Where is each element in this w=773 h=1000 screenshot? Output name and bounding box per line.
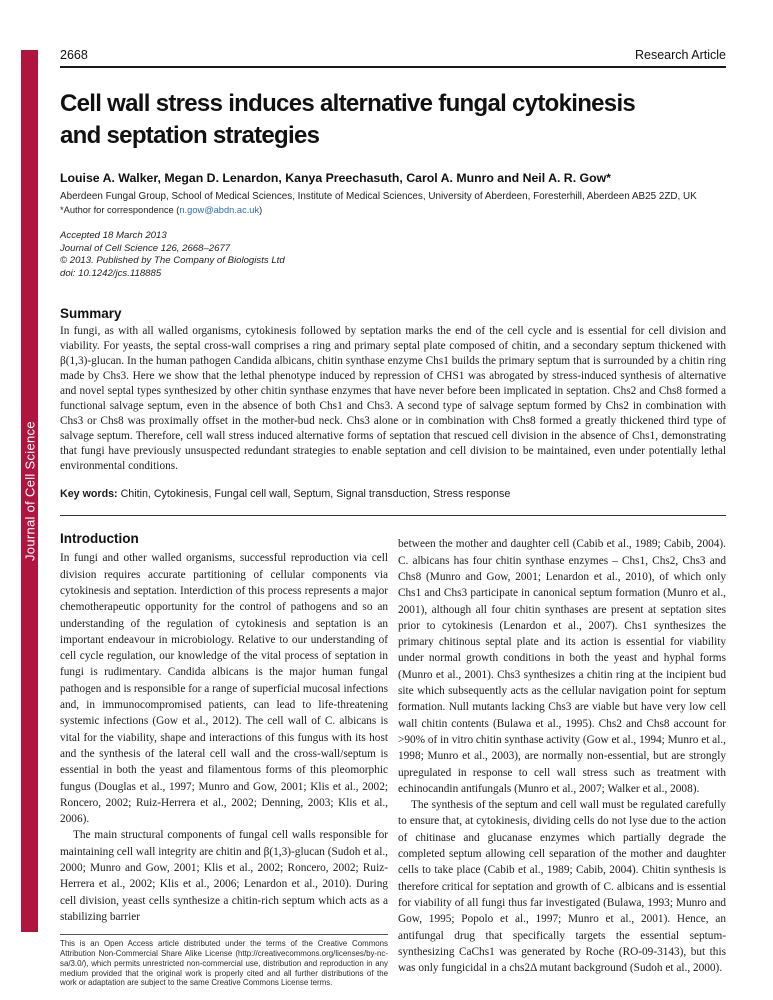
introduction-heading: Introduction <box>60 531 139 547</box>
doi-line: doi: 10.1242/jcs.118885 <box>60 267 162 279</box>
summary-body: In fungi, as with all walled organisms, cytokinesis followed by septation marks the end of the cell cycle and is essential for cell division and viability. For yeasts, the septal cross-wall comprises a ring and primary septal plate composed of chitin, and a secondary septum thickened with β(1,3)-glucan. In the human pathogen Candida albicans, chitin synthase enzyme Chs1 builds the primary septum that is surrounded by a chitin ring made by Chs3. Here we show that the lethal phenotype induced by repression of CHS1 was abrogated by stress-induced synthesis of alternative and novel septal types synthesized by other chitin synthase enzymes that have never before been implicated in septation. Chs2 and Chs8 formed a functional salvage septum, even in the absence of both Chs1 and Chs3. A second type of salvage septum formed by Chs2 in combination with Chs3 or Chs8 was proximally offset in the mother-bud neck. Chs3 alone or in combination with Chs8 formed a greatly thickened third type of salvage septum. Therefore, cell wall stress induced alternative forms of septation that rescued cell division in the absence of Chs1, demonstrating that fungi have previously unsuspected redundant strategies to enable septation and cell division to be maintained, even under potentially lethal environmental conditions. <box>60 325 726 473</box>
correspondence-prefix: *Author for correspondence ( <box>60 205 180 215</box>
two-column-body <box>60 531 726 988</box>
section-divider <box>60 515 726 516</box>
affiliation-line: Aberdeen Fungal Group, School of Medical Sciences, Institute of Medical Sciences, University of Aberdeen, Foresterhill, Aberdeen AB25 2ZD, UK <box>60 191 697 202</box>
correspondence-note <box>60 205 726 215</box>
summary-heading: Summary <box>60 306 122 322</box>
intro-paragraph-2: The main structural components of fungal cell walls responsible for maintaining cell wall integrity are chitin and β(1,3)-glucan (Sudoh et al., 2000; Munro and Gow, 2001; Klis et al., 2002; Roncero, 2002; Ruiz-Herrera et al., 2002; Klis et al., 2006; Lenardon et al., 2010). During cell division, yeast cells synthesize a chitin-rich septum which acts as a stabilizing barrier <box>60 829 388 923</box>
authors-line: Louise A. Walker, Megan D. Lenardon, Kanya Preechasuth, Carol A. Munro and Neil A. R. Gow* <box>60 171 611 185</box>
copyright-line: © 2013. Published by The Company of Biologists Ltd <box>60 255 285 267</box>
intro-paragraph-1: In fungi and other walled organisms, successful reproduction via cell division requires accurate partitioning of cellular components via cytokinesis and septation. Interdiction of this process represents a major chemotherapeutic opportunity for the control of pathogens and so an understanding of the regulation of cytokinesis and septation is an important endeavour in microbiology. Relative to our understanding of cell cycle regulation, our knowledge of the vital process of septation in fungi is rudimentary. Candida albicans is the major human fungal pathogen and is responsible for a range of superficial mucosal infections and, in immunocompromised patients, can lead to life-threatening systemic infections (Gow et al., 2012). The cell wall of C. albicans is vital for the viability, shape and interactions of this fungus with its host and the synthesis of the lateral cell wall and the cross-wall/septum is essential in both the yeast and filamentous forms of this pleomorphic fungus (Douglas et al., 1997; Munro and Gow, 2001; Klis et al., 2002; Roncero, 2002; Ruiz-Herrera et al., 2002; Denning, 2003; Klis et al., 2006). <box>60 552 388 826</box>
correspondence-suffix: ) <box>259 205 263 215</box>
right-column <box>398 531 726 988</box>
correspondence-email-link[interactable]: n.gow@abdn.ac.uk <box>179 205 260 215</box>
article-title-line1: Cell wall stress induces alternative fungal cytokinesis <box>60 90 636 117</box>
page-number: 2668 <box>60 48 88 62</box>
article-type-label: Research Article <box>634 48 726 62</box>
journal-citation: Journal of Cell Science 126, 2668–2677 <box>60 242 231 254</box>
intro-paragraph-3: between the mother and daughter cell (Cabib et al., 1989; Cabib, 2004). C. albicans has four chitin synthase enzymes – Chs1, Chs2, Chs3 and Chs8 (Munro and Gow, 2001; Lenardon et al., 2010), of which only Chs1 and Chs3 participate in canonical septum formation (Munro et al., 2001), although all four chitin synthases are present at septation sites prior to cytokinesis (Lenardon et al., 2007). Chs1 synthesizes the primary chitinous septal plate and its action is essential for viability under normal growth conditions in both the yeast and hyphal forms (Munro et al., 2001). Chs3 synthesizes a chitin ring at the incipient bud site which subsequently acts as the cellular navigation point for septum formation. Null mutants lacking Chs3 are viable but have very low cell wall chitin contents (Bulawa et al., 1995). Chs2 and Chs8 account for >90% of in vitro chitin synthase activity (Gow et al., 1994; Munro et al., 1998; Munro et al., 2003), are normally non-essential, but are strongly upregulated in response to cell wall stress such as treatment with echinocandin antifungals (Munro et al., 2007; Walker et al., 2008). <box>398 538 726 795</box>
publication-meta <box>60 230 726 280</box>
keywords-list: Chitin, Cytokinesis, Fungal cell wall, Septum, Signal transduction, Stress response <box>117 488 511 501</box>
intro-paragraph-4: The synthesis of the septum and cell wall must be regulated carefully to ensure that, at cytokinesis, dividing cells do not lyse due to the action of chitinase and glucanase enzymes which partially degrade the completed septum allowing cell separation of the mother and daughter cells to take place (Cabib et al., 1989; Cabib, 2004). Chitin synthesis is therefore critical for septation and growth of C. albicans and is essential for viability of all fungi thus far investigated (Bulawa, 1993; Munro and Gow, 1995; Popolo et al., 1997; Munro et al., 2001). Hence, an antifungal drug that specifically targets the essential septum-synthesizing CaChs1 was generated by Roche (RO-09-3143), but this was only fungicidal in a chs2Δ mutant background (Sudoh et al., 2000). <box>398 799 726 975</box>
keywords-line <box>60 488 726 500</box>
running-header <box>60 48 726 68</box>
keywords-label: Key words: <box>60 488 118 501</box>
article-title <box>60 88 726 152</box>
open-access-footnote: This is an Open Access article distributed under the terms of the Creative Commons Attribution Non-Commercial Share Alike License (http://creativecommons.org/licenses/by-nc-sa/3.0/), which permits unrestricted non-commercial use, distribution and reproduction in any medium provided that the original work is properly cited and all further distributions of the work or adaptation are subject to the same Creative Commons License terms. <box>60 934 388 988</box>
left-column <box>60 531 388 988</box>
journal-name: Journal of Cell Science <box>22 421 38 561</box>
journal-sidebar <box>21 50 38 932</box>
accepted-date: Accepted 18 March 2013 <box>60 230 167 241</box>
article-title-line2: and septation strategies <box>60 122 320 149</box>
page-content <box>60 48 726 988</box>
